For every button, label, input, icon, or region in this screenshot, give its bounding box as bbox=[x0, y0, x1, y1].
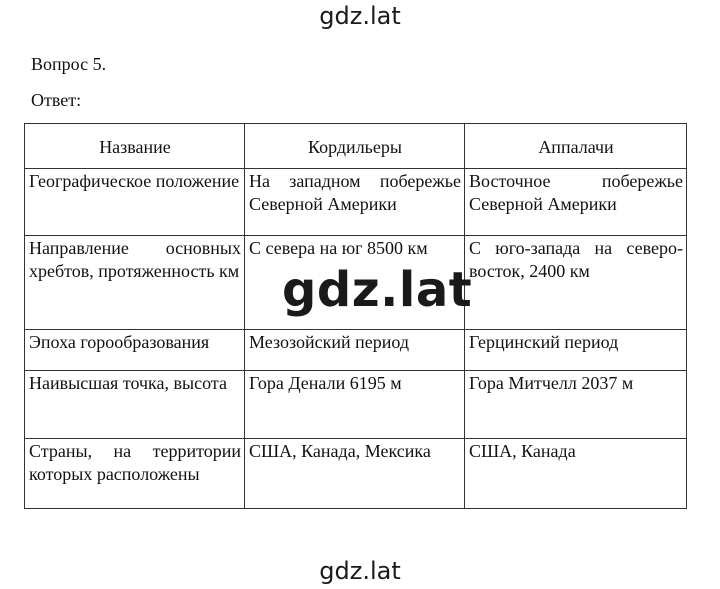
watermark-bottom: gdz.lat bbox=[319, 557, 401, 585]
table-header-row bbox=[25, 124, 687, 169]
header-cell-name: Название bbox=[25, 124, 245, 169]
header-cell-cordilleras: Кордильеры bbox=[245, 124, 465, 169]
table-row bbox=[25, 439, 687, 509]
table-cell: Герцинский период bbox=[465, 330, 687, 371]
table-cell: Мезозойский период bbox=[245, 330, 465, 371]
table-cell: Восточное побережье Северной Америки bbox=[465, 169, 687, 236]
table-cell: Страны, на территории которых расположены bbox=[25, 439, 245, 509]
table-cell: С юго-запада на северо-восток, 2400 км bbox=[465, 236, 687, 330]
table-cell: Гора Митчелл 2037 м bbox=[465, 371, 687, 439]
answer-label: Ответ: bbox=[31, 90, 82, 110]
table-row bbox=[25, 169, 687, 236]
table-cell: США, Канада bbox=[465, 439, 687, 509]
table-cell: Географическое положение bbox=[25, 169, 245, 236]
watermark-center: gdz.lat bbox=[282, 262, 473, 318]
table-cell: На западном побережье Северной Америки bbox=[245, 169, 465, 236]
header-cell-appalachians: Аппалачи bbox=[465, 124, 687, 169]
watermark-top: gdz.lat bbox=[319, 2, 401, 30]
table-cell: Гора Денали 6195 м bbox=[245, 371, 465, 439]
table-row bbox=[25, 330, 687, 371]
table-cell: Направление основных хребтов, протяженность км bbox=[25, 236, 245, 330]
table-row bbox=[25, 371, 687, 439]
question-label: Вопрос 5. bbox=[31, 54, 107, 74]
table-cell: Эпоха горообразования bbox=[25, 330, 245, 371]
table-cell: Наивысшая точка, высота bbox=[25, 371, 245, 439]
table-cell: С севера на юг 8500 км bbox=[245, 236, 465, 330]
table-cell: США, Канада, Мексика bbox=[245, 439, 465, 509]
